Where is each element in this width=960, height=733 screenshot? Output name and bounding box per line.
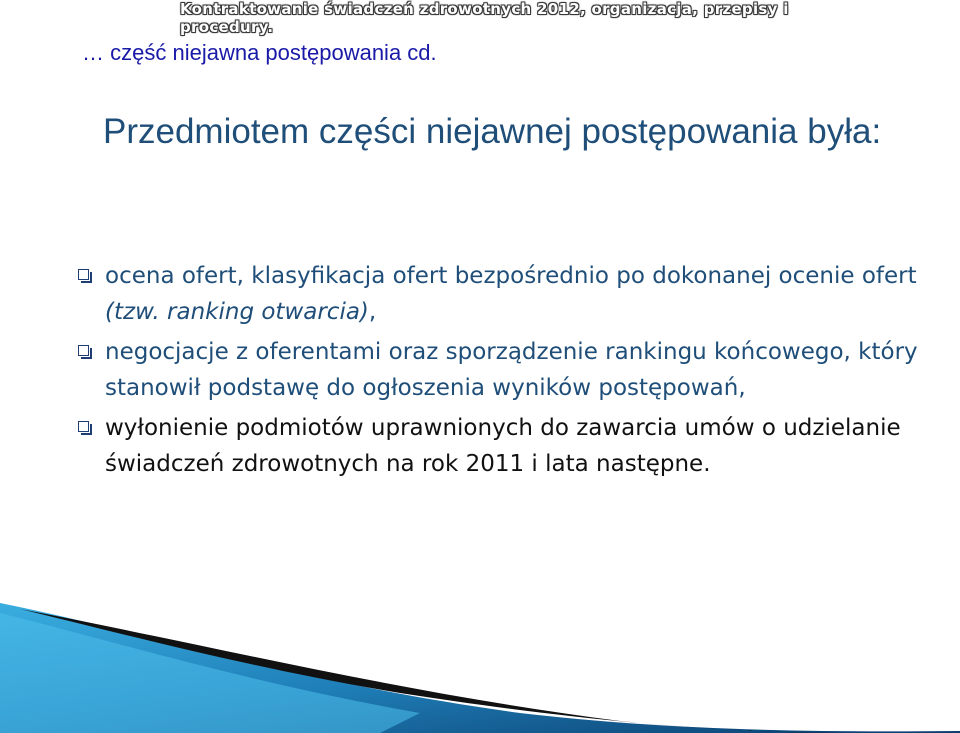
decorative-wave xyxy=(0,603,960,733)
square-bullet-icon xyxy=(78,410,92,432)
list-item xyxy=(78,334,960,406)
slide-title: Przedmiotem części niejawnej postępowania była: xyxy=(103,112,882,151)
list-item-text-plain: ocena ofert, klasyfikacja ofert bezpośrednio po dokonanej ocenie ofert xyxy=(105,263,917,289)
bullet-list xyxy=(78,258,960,482)
square-bullet-icon xyxy=(78,334,92,356)
list-item xyxy=(78,258,960,330)
slide-subheading: … część niejawna postępowania cd. xyxy=(82,40,437,65)
square-bullet-icon xyxy=(78,258,92,280)
list-item-text xyxy=(105,258,960,330)
list-item-text-italic: (tzw. ranking otwarcia) xyxy=(105,299,369,325)
presentation-header: Kontraktowanie świadczeń zdrowotnych 2012, organizacja, przepisy i procedury. xyxy=(180,0,789,36)
list-item-text: wyłonienie podmiotów uprawnionych do zawarcia umów o udzielanie świadczeń zdrowotnych na rok 2011 i lata następne. xyxy=(105,415,901,477)
list-item xyxy=(78,410,960,482)
list-item-text-end: , xyxy=(368,299,377,325)
list-item-text: negocjacje z oferentami oraz sporządzenie rankingu końcowego, który stanowił podstawę do ogłoszenia wyników postępowań, xyxy=(105,339,918,401)
wave-highlight xyxy=(0,613,420,733)
